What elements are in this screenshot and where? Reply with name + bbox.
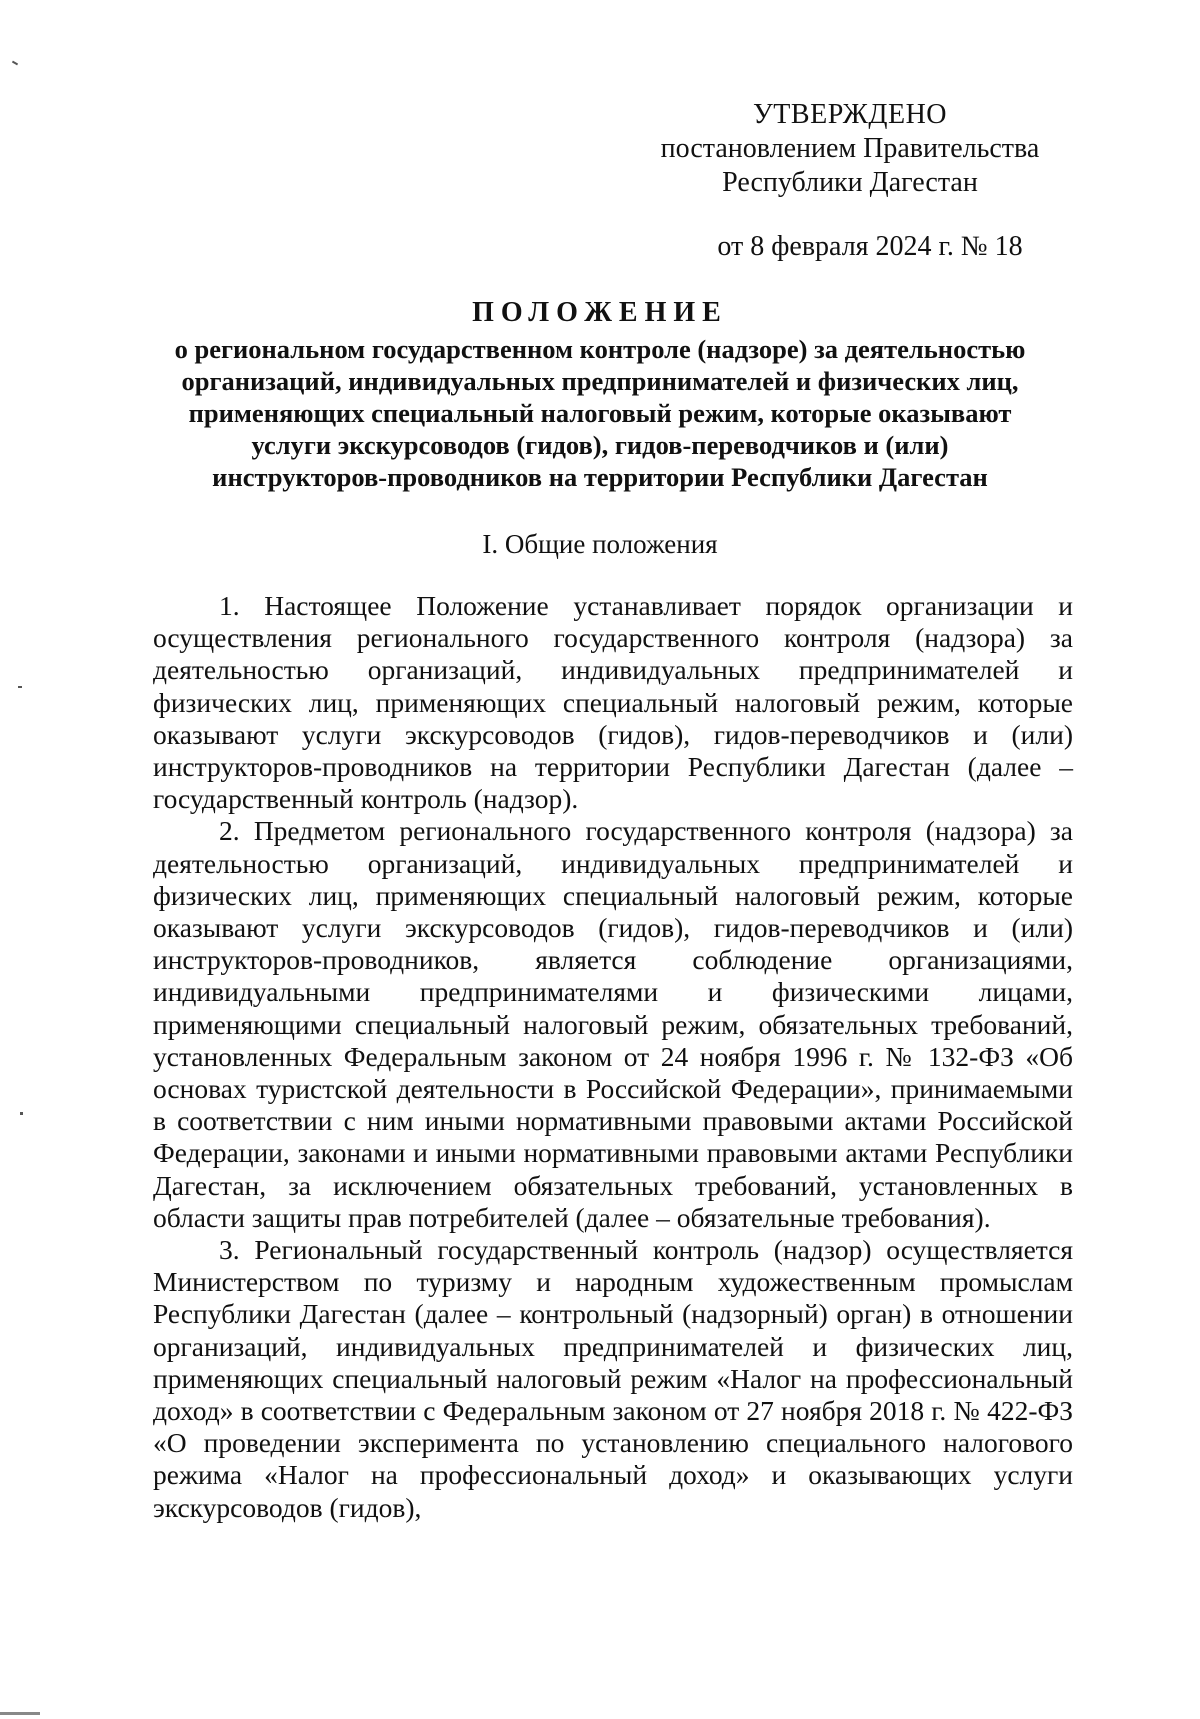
body-text [153, 590, 1073, 1524]
scan-speck [18, 686, 22, 688]
subtitle-line: организаций, индивидуальных предпринимателей и физических лиц, [181, 366, 1019, 396]
subtitle-line: инструкторов-проводников на территории Республики Дагестан [212, 462, 988, 492]
section-heading: I. Общие положения [482, 529, 718, 559]
paragraph-1: 1. Настоящее Положение устанавливает порядок организации и осуществления регионального государственного контроля (надзора) за деятельностью организаций, индивидуальных предпринимателей и физических лиц, применяющих специальный налоговый режим, которые оказывают услуги экскурсоводов (гидов), гидов-переводчиков и (или) инструкторов-проводников на территории Республики Дагестан (далее – государственный контроль (надзор). [153, 590, 1073, 815]
approval-line-2: Республики Дагестан [722, 167, 978, 198]
scan-speck [12, 61, 18, 66]
document-subtitle [100, 333, 1100, 493]
approval-date: от 8 февраля 2024 г. № 18 [717, 231, 1023, 262]
subtitle-line: применяющих специальный налоговый режим, которые оказывают [188, 398, 1012, 428]
document-title: ПОЛОЖЕНИЕ [472, 297, 728, 328]
approval-line-1: постановлением Правительства [660, 133, 1040, 164]
subtitle-line: услуги экскурсоводов (гидов), гидов-переводчиков и (или) [251, 430, 949, 460]
scan-speck [0, 1712, 40, 1715]
scan-speck [20, 1112, 23, 1115]
approval-stamp: УТВЕРЖДЕНО [752, 99, 948, 130]
subtitle-line: о региональном государственном контроле (надзоре) за деятельностью [174, 334, 1026, 364]
paragraph-2: 2. Предметом регионального государственного контроля (надзора) за деятельностью организаций, индивидуальных предпринимателей и физических лиц, применяющих специальный налоговый режим, которые оказывают услуги экскурсоводов (гидов), гидов-переводчиков и (или) инструкторов-проводников, является соблюдение организациями, индивидуальными предпринимателями и физическими лицами, применяющими специальный налоговый режим, обязательных требований, установленных Федеральным законом от 24 ноября 1996 г. № 132-ФЗ «Об основах туристской деятельности в Российской Федерации», принимаемыми в соответствии с ним иными нормативными правовыми актами Российской Федерации, законами и иными нормативными правовыми актами Республики Дагестан, за исключением обязательных требований, установленных в области защиты прав потребителей (далее – обязательные требования). [153, 815, 1073, 1233]
approval-block [640, 98, 1060, 264]
paragraph-3: 3. Региональный государственный контроль (надзор) осуществляется Министерством по туризму и народным художественным промыслам Республики Дагестан (далее – контрольный (надзорный) орган) в отношении организаций, индивидуальных предпринимателей и физических лиц, применяющих специальный налоговый режим «Налог на профессиональный доход» в соответствии с Федеральным законом от 27 ноября 2018 г. № 422-ФЗ «О проведении эксперимента по установлению специального налогового режима «Налог на профессиональный доход» и оказывающих услуги экскурсоводов (гидов), [153, 1234, 1073, 1523]
